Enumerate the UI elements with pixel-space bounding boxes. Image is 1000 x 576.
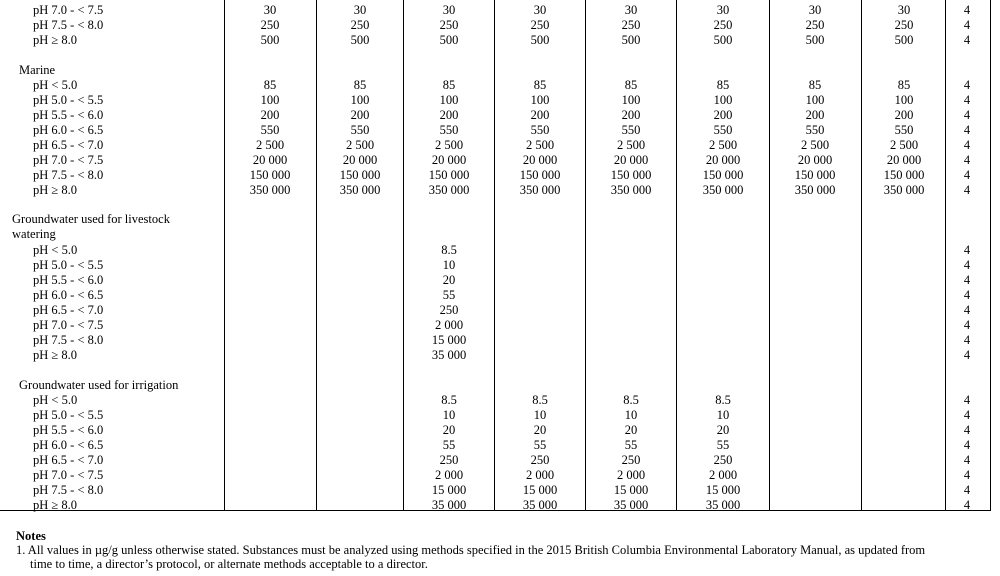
row-label: pH 7.5 - < 8.0 [33, 168, 104, 182]
value-cell: 85 [533, 78, 547, 92]
row-label: pH 7.0 - < 7.5 [33, 3, 104, 17]
row-label: pH ≥ 8.0 [33, 33, 78, 47]
value-cell: 35 000 [431, 348, 467, 362]
section-heading: Groundwater used for livestock [12, 212, 170, 226]
value-cell: 550 [805, 123, 825, 137]
value-cell: 350 000 [794, 183, 836, 197]
note-ref-cell: 4 [963, 483, 971, 497]
value-cell: 85 [624, 78, 638, 92]
value-cell: 10 [533, 408, 547, 422]
note-ref-cell: 4 [963, 348, 971, 362]
value-cell: 2 500 [616, 138, 646, 152]
value-cell: 250 [439, 303, 459, 317]
row-label: pH 5.5 - < 6.0 [33, 273, 104, 287]
row-label: pH < 5.0 [33, 78, 78, 92]
row-label: pH 7.0 - < 7.5 [33, 318, 104, 332]
value-cell: 30 [716, 3, 730, 17]
value-cell: 35 000 [705, 498, 741, 512]
value-cell: 100 [894, 93, 914, 107]
value-cell: 55 [624, 438, 638, 452]
value-cell: 2 500 [889, 138, 919, 152]
row-label: pH 5.5 - < 6.0 [33, 108, 104, 122]
table-row [0, 423, 991, 438]
note-ref-cell: 4 [963, 468, 971, 482]
row-label: pH < 5.0 [33, 243, 78, 257]
row-label: pH 6.5 - < 7.0 [33, 138, 104, 152]
row-label: pH 5.0 - < 5.5 [33, 258, 104, 272]
value-cell: 500 [530, 33, 550, 47]
value-cell: 350 000 [610, 183, 652, 197]
value-cell: 250 [713, 18, 733, 32]
section-heading: watering [12, 227, 56, 241]
value-cell: 8.5 [441, 243, 457, 257]
value-cell: 2 500 [800, 138, 830, 152]
table-row [0, 123, 991, 138]
value-cell: 250 [439, 18, 459, 32]
value-cell: 30 [442, 3, 456, 17]
value-cell: 100 [713, 93, 733, 107]
row-label: pH < 5.0 [33, 393, 78, 407]
value-cell: 30 [897, 3, 911, 17]
value-cell: 150 000 [794, 168, 836, 182]
value-cell: 500 [805, 33, 825, 47]
value-cell: 500 [350, 33, 370, 47]
value-cell: 2 500 [255, 138, 285, 152]
value-cell: 20 [442, 423, 456, 437]
value-cell: 500 [713, 33, 733, 47]
section-heading: Groundwater used for irrigation [19, 378, 179, 392]
value-cell: 150 000 [249, 168, 291, 182]
value-cell: 8.5 [623, 393, 639, 407]
value-cell: 250 [350, 18, 370, 32]
value-cell: 550 [530, 123, 550, 137]
value-cell: 15 000 [613, 483, 649, 497]
value-cell: 20 000 [797, 153, 833, 167]
value-cell: 100 [805, 93, 825, 107]
value-cell: 15 000 [705, 483, 741, 497]
note-ref-cell: 4 [963, 138, 971, 152]
table-row [0, 138, 991, 153]
table-row [0, 318, 991, 333]
value-cell: 550 [621, 123, 641, 137]
value-cell: 200 [805, 108, 825, 122]
note-ref-cell: 4 [963, 438, 971, 452]
value-cell: 85 [716, 78, 730, 92]
value-cell: 150 000 [702, 168, 744, 182]
value-cell: 30 [624, 3, 638, 17]
value-cell: 85 [808, 78, 822, 92]
note-ref-cell: 4 [963, 123, 971, 137]
value-cell: 8.5 [441, 393, 457, 407]
value-cell: 10 [442, 408, 456, 422]
value-cell: 150 000 [519, 168, 561, 182]
value-cell: 150 000 [339, 168, 381, 182]
row-label: pH 5.0 - < 5.5 [33, 408, 104, 422]
value-cell: 350 000 [883, 183, 925, 197]
value-cell: 20 000 [705, 153, 741, 167]
value-cell: 250 [530, 18, 550, 32]
value-cell: 20 000 [613, 153, 649, 167]
value-cell: 100 [439, 93, 459, 107]
value-cell: 350 000 [339, 183, 381, 197]
notes-title: Notes [16, 529, 46, 543]
note-ref-cell: 4 [963, 153, 971, 167]
value-cell: 2 500 [345, 138, 375, 152]
value-cell: 20 000 [431, 153, 467, 167]
note-ref-cell: 4 [963, 243, 971, 257]
table-row [0, 393, 991, 408]
table-row [0, 33, 991, 48]
value-cell: 8.5 [532, 393, 548, 407]
note-ref-cell: 4 [963, 3, 971, 17]
note-line: time to time, a director’s protocol, or alternate methods acceptable to a director. [30, 557, 428, 571]
value-cell: 250 [439, 453, 459, 467]
note-ref-cell: 4 [963, 93, 971, 107]
table-row [0, 468, 991, 483]
note-ref-cell: 4 [963, 423, 971, 437]
value-cell: 250 [260, 18, 280, 32]
value-cell: 2 500 [434, 138, 464, 152]
table-row [0, 498, 991, 513]
value-cell: 30 [808, 3, 822, 17]
table-row [0, 333, 991, 348]
value-cell: 2 000 [616, 468, 646, 482]
table-row [0, 408, 991, 423]
value-cell: 85 [353, 78, 367, 92]
table-row [0, 258, 991, 273]
value-cell: 2 000 [434, 318, 464, 332]
note-ref-cell: 4 [963, 273, 971, 287]
note-ref-cell: 4 [963, 498, 971, 512]
value-cell: 550 [260, 123, 280, 137]
value-cell: 10 [442, 258, 456, 272]
table-row [0, 108, 991, 123]
table-row [0, 18, 991, 33]
value-cell: 550 [713, 123, 733, 137]
value-cell: 55 [533, 438, 547, 452]
row-label: pH 5.0 - < 5.5 [33, 93, 104, 107]
row-label: pH 6.0 - < 6.5 [33, 288, 104, 302]
note-ref-cell: 4 [963, 393, 971, 407]
value-cell: 85 [442, 78, 456, 92]
value-cell: 35 000 [431, 498, 467, 512]
value-cell: 2 500 [525, 138, 555, 152]
notes-section [16, 529, 991, 571]
table-row [0, 348, 991, 363]
value-cell: 20 [624, 423, 638, 437]
value-cell: 150 000 [428, 168, 470, 182]
note-ref-cell: 4 [963, 108, 971, 122]
value-cell: 20 000 [342, 153, 378, 167]
value-cell: 2 000 [525, 468, 555, 482]
value-cell: 85 [897, 78, 911, 92]
row-label: pH ≥ 8.0 [33, 348, 78, 362]
value-cell: 2 000 [434, 468, 464, 482]
table-row [0, 153, 991, 168]
note-ref-cell: 4 [963, 333, 971, 347]
note-ref-cell: 4 [963, 183, 971, 197]
row-label: pH 6.5 - < 7.0 [33, 453, 104, 467]
note-ref-cell: 4 [963, 78, 971, 92]
note-ref-cell: 4 [963, 318, 971, 332]
row-label: pH 7.0 - < 7.5 [33, 153, 104, 167]
value-cell: 55 [442, 438, 456, 452]
value-cell: 30 [353, 3, 367, 17]
row-label: pH 7.5 - < 8.0 [33, 18, 104, 32]
value-cell: 20 [533, 423, 547, 437]
row-label: pH 6.5 - < 7.0 [33, 303, 104, 317]
value-cell: 250 [894, 18, 914, 32]
section-heading: Marine [19, 63, 56, 77]
row-label: pH 6.0 - < 6.5 [33, 123, 104, 137]
value-cell: 20 000 [522, 153, 558, 167]
value-cell: 350 000 [519, 183, 561, 197]
table-row [0, 243, 991, 258]
row-label: pH 7.5 - < 8.0 [33, 483, 104, 497]
value-cell: 350 000 [702, 183, 744, 197]
note-ref-cell: 4 [963, 258, 971, 272]
row-label: pH ≥ 8.0 [33, 183, 78, 197]
value-cell: 200 [260, 108, 280, 122]
note-ref-cell: 4 [963, 168, 971, 182]
value-cell: 250 [621, 453, 641, 467]
value-cell: 30 [533, 3, 547, 17]
note-ref-cell: 4 [963, 288, 971, 302]
value-cell: 150 000 [610, 168, 652, 182]
table-row [0, 288, 991, 303]
value-cell: 20 000 [886, 153, 922, 167]
value-cell: 250 [805, 18, 825, 32]
value-cell: 250 [713, 453, 733, 467]
value-cell: 30 [263, 3, 277, 17]
value-cell: 250 [621, 18, 641, 32]
note-ref-cell: 4 [963, 33, 971, 47]
value-cell: 200 [530, 108, 550, 122]
row-label: pH 6.0 - < 6.5 [33, 438, 104, 452]
value-cell: 10 [716, 408, 730, 422]
row-label: pH 5.5 - < 6.0 [33, 423, 104, 437]
row-label: pH 7.0 - < 7.5 [33, 468, 104, 482]
value-cell: 15 000 [431, 483, 467, 497]
value-cell: 55 [442, 288, 456, 302]
table-row [0, 303, 991, 318]
row-label: pH ≥ 8.0 [33, 498, 78, 512]
value-cell: 15 000 [522, 483, 558, 497]
value-cell: 500 [621, 33, 641, 47]
value-cell: 20 [716, 423, 730, 437]
table-row [0, 3, 991, 18]
value-cell: 100 [530, 93, 550, 107]
note-ref-cell: 4 [963, 453, 971, 467]
table-row [0, 438, 991, 453]
value-cell: 200 [621, 108, 641, 122]
value-cell: 200 [894, 108, 914, 122]
value-cell: 150 000 [883, 168, 925, 182]
note-ref-cell: 4 [963, 408, 971, 422]
note-line: 1. All values in µg/g unless otherwise stated. Substances must be analyzed using methods specified in the 2015 British Columbia Environmental Laboratory Manual, as updated from [16, 543, 926, 557]
value-cell: 10 [624, 408, 638, 422]
value-cell: 200 [439, 108, 459, 122]
value-cell: 20 [442, 273, 456, 287]
value-cell: 8.5 [715, 393, 731, 407]
note-ref-cell: 4 [963, 303, 971, 317]
table-row [0, 483, 991, 498]
value-cell: 350 000 [249, 183, 291, 197]
note-ref-cell: 4 [963, 18, 971, 32]
table-row [0, 183, 991, 198]
value-cell: 2 000 [708, 468, 738, 482]
value-cell: 85 [263, 78, 277, 92]
value-cell: 200 [713, 108, 733, 122]
value-cell: 500 [894, 33, 914, 47]
value-cell: 15 000 [431, 333, 467, 347]
value-cell: 200 [350, 108, 370, 122]
value-cell: 100 [260, 93, 280, 107]
value-cell: 2 500 [708, 138, 738, 152]
row-label: pH 7.5 - < 8.0 [33, 333, 104, 347]
value-cell: 500 [260, 33, 280, 47]
value-cell: 550 [894, 123, 914, 137]
value-cell: 250 [530, 453, 550, 467]
table-row [0, 168, 991, 183]
value-cell: 500 [439, 33, 459, 47]
value-cell: 100 [621, 93, 641, 107]
value-cell: 55 [716, 438, 730, 452]
table-row [0, 78, 991, 93]
table-row [0, 273, 991, 288]
value-cell: 350 000 [428, 183, 470, 197]
value-cell: 100 [350, 93, 370, 107]
table-row [0, 453, 991, 468]
value-cell: 35 000 [522, 498, 558, 512]
value-cell: 550 [439, 123, 459, 137]
table-row [0, 93, 991, 108]
value-cell: 20 000 [252, 153, 288, 167]
value-cell: 35 000 [613, 498, 649, 512]
value-cell: 550 [350, 123, 370, 137]
